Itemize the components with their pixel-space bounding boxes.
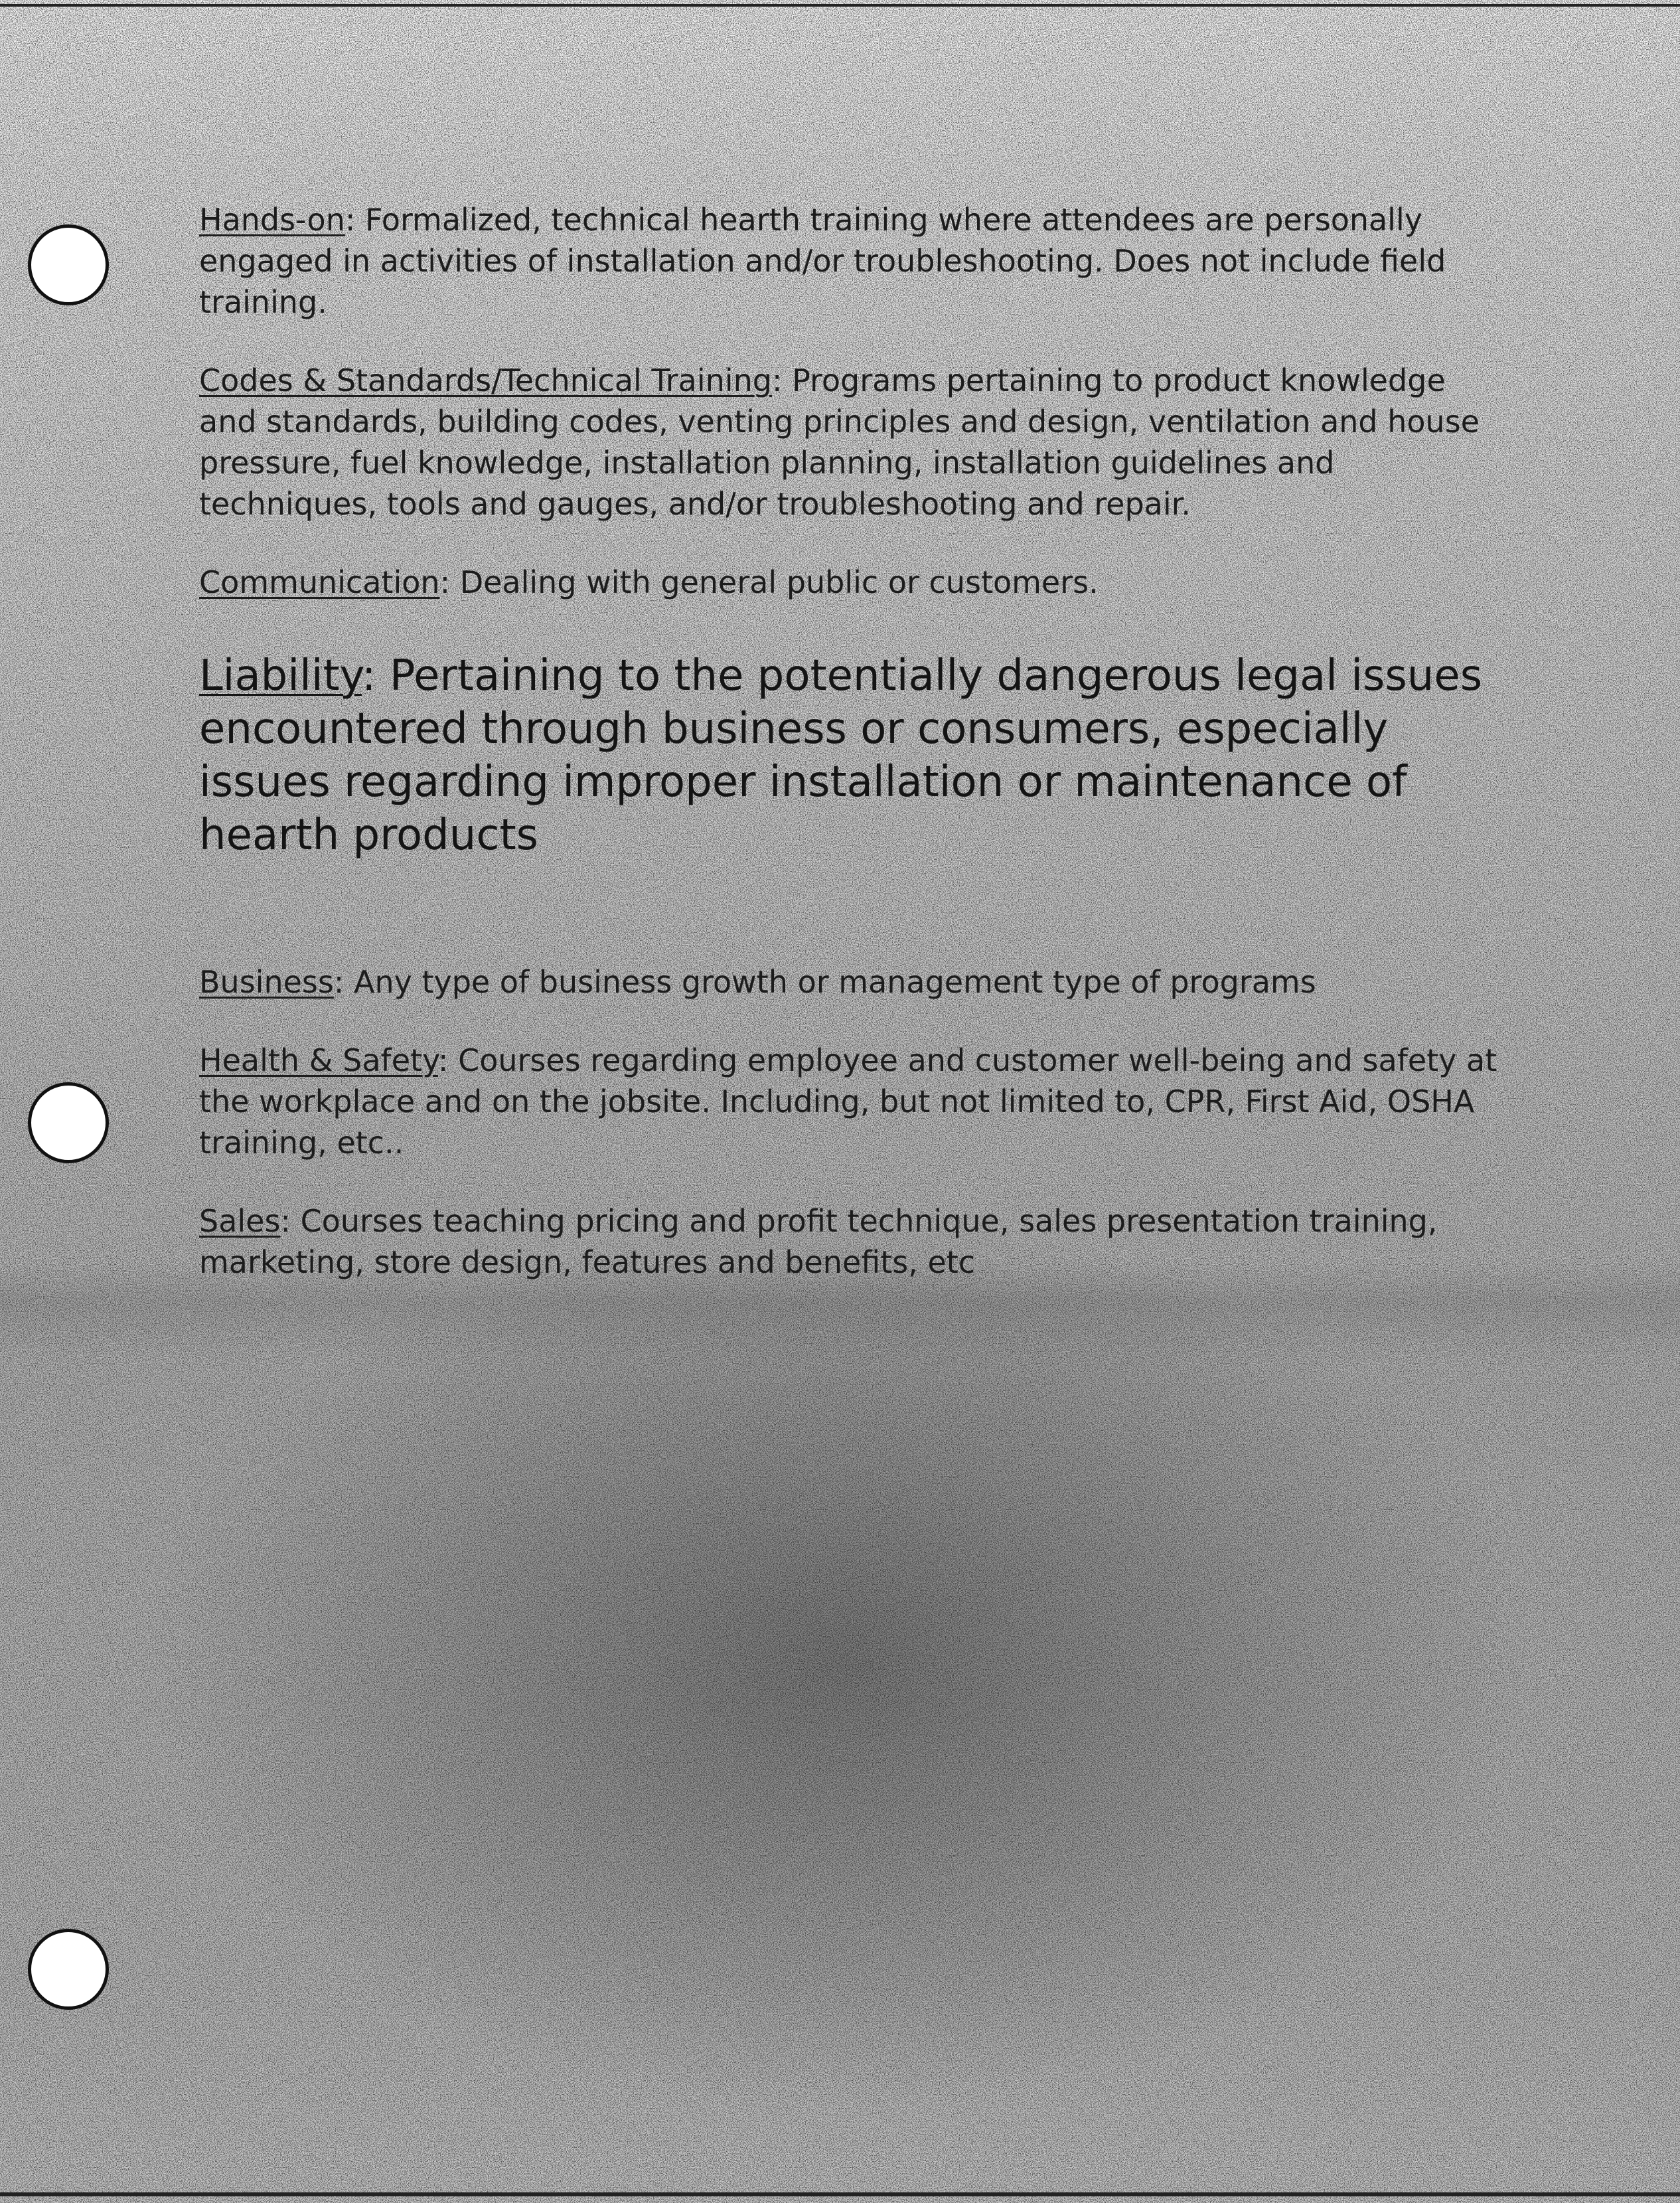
term-separator: : xyxy=(333,964,354,1000)
top-scan-edge xyxy=(0,4,1680,7)
term-separator: : xyxy=(437,1042,459,1078)
definition-business xyxy=(199,961,1500,1003)
term-separator: : xyxy=(361,651,390,700)
term-label: Sales xyxy=(199,1203,281,1239)
bottom-scan-edge xyxy=(0,2192,1680,2196)
definition-text: Any type of business growth or management type of programs xyxy=(353,964,1316,1000)
term-label: Business xyxy=(199,964,334,1000)
term-label: Liability xyxy=(199,651,362,700)
definition-hands-on xyxy=(199,199,1500,323)
definition-text: Programs pertaining to product knowledge and standards, building codes, venting principles and design, ventilation and house pressure, fuel knowledge, installation planning, installation guidelines and techniques, tools and gauges, and/or troubleshooting and repair. xyxy=(199,363,1480,522)
definition-text: Formalized, technical hearth training where attendees are personally engaged in activities of installation and/or troubleshooting. Does not include field training. xyxy=(199,202,1446,320)
term-label: Health & Safety xyxy=(199,1042,438,1078)
definition-health-safety xyxy=(199,1040,1500,1163)
term-label: Codes & Standards/Technical Training xyxy=(199,363,772,398)
term-separator: : xyxy=(439,564,460,600)
definition-communication xyxy=(199,562,1500,603)
definition-text: Dealing with general public or customers. xyxy=(459,564,1099,600)
definition-text: Pertaining to the potentially dangerous legal issues encountered through business or consumers, especially issues regarding improper installation or maintenance of hearth products xyxy=(199,651,1483,860)
punch-hole-middle xyxy=(28,1082,109,1163)
definition-liability xyxy=(199,649,1500,862)
term-separator: : xyxy=(344,202,365,238)
term-separator: : xyxy=(280,1203,301,1239)
punch-hole-bottom xyxy=(28,1929,109,2010)
definition-text: Courses regarding employee and customer well-being and safety at the workplace and on the jobsite. Including, but not limited to, CPR, First Aid, OSHA training, etc.. xyxy=(199,1042,1497,1161)
definitions-list xyxy=(199,199,1500,1320)
definition-codes-standards xyxy=(199,360,1500,525)
term-label: Communication xyxy=(199,564,440,600)
definition-text: Courses teaching pricing and profit technique, sales presentation training, marketing, store design, features and benefits, etc xyxy=(199,1203,1438,1280)
punch-hole-top xyxy=(28,224,109,305)
definition-sales xyxy=(199,1200,1500,1283)
term-separator: : xyxy=(771,363,793,398)
term-label: Hands-on xyxy=(199,202,345,238)
